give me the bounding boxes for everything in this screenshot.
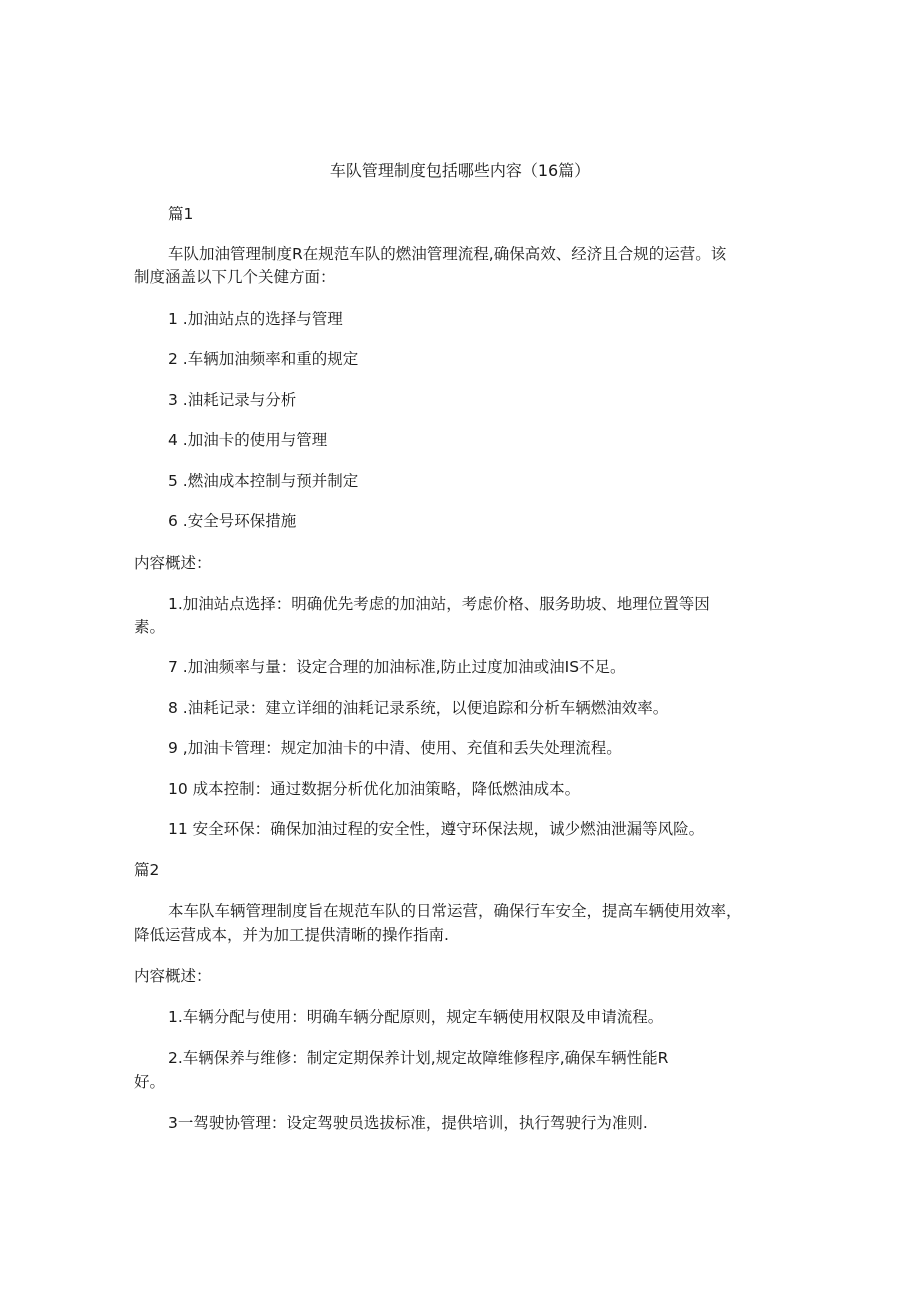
detail-item: 7 .加油频率与量：设定合理的加油标准,防止过度加油或油IS不足。: [168, 658, 626, 676]
detail-item: 9 ,加油卡管理：规定加油卡的中清、使用、充值和丢失处理流程。: [168, 739, 622, 757]
list-item: 4 .加油卡的使用与管理: [168, 431, 328, 449]
section-heading-2: 篇2: [134, 861, 160, 879]
detail-item-continuation: 好。: [134, 1073, 166, 1091]
list-item: 3 .油耗记录与分析: [168, 391, 297, 409]
detail-item: 2.车辆保养与维修：制定定期保养计划,规定故障维修程序,确保车辆性能R: [168, 1049, 669, 1067]
detail-item: 11 安全环保：确保加油过程的安全性，遵守环保法规，诚少燃油泄漏等风险。: [168, 820, 705, 838]
intro-paragraph-1-line-1: 车队加油管理制度R在规范车队的燃油管理流程,确保高效、经济且合规的运营。该: [168, 245, 727, 263]
list-item: 5 .燃油成本控制与预并制定: [168, 472, 359, 490]
intro-paragraph-2-line-1: 本车队车辆管理制度旨在规范车队的日常运营，确保行车安全，提高车辆使用效率，: [168, 902, 742, 920]
overview-label-1: 内容概述：: [134, 554, 212, 572]
section-heading-1: 篇1: [168, 205, 194, 223]
intro-paragraph-2-line-2: 降低运营成本，并为加工提供清晰的操作指南.: [134, 926, 449, 944]
detail-item: 8 .油耗记录：建立详细的油耗记录系统，以便追踪和分析车辆燃油效率。: [168, 699, 669, 717]
intro-paragraph-1-line-2: 制度涵盖以下几个关健方面：: [134, 268, 336, 286]
document-title: 车队管理制度包括哪些内容（16篇）: [329, 161, 591, 180]
list-item: 2 .车辆加油频率和重的规定: [168, 350, 359, 368]
detail-item: 10 成本控制：通过数据分析优化加油策略，降低燃油成本。: [168, 780, 581, 798]
list-item: 1 .加油站点的选择与管理: [168, 310, 343, 328]
detail-item: 1.加油站点选择：明确优先考虑的加油站，考虑价格、服务助坡、地理位置等因: [168, 595, 710, 613]
detail-item: 3一驾驶协管理：设定驾驶员选拔标准，提供培训，执行驾驶行为准则.: [168, 1114, 648, 1132]
detail-item-continuation: 素。: [134, 618, 166, 636]
detail-item: 1.车辆分配与使用：明确车辆分配原则，规定车辆使用权限及申请流程。: [168, 1008, 664, 1026]
list-item: 6 .安全号环保措施: [168, 512, 297, 530]
overview-label-2: 内容概述：: [134, 967, 212, 985]
